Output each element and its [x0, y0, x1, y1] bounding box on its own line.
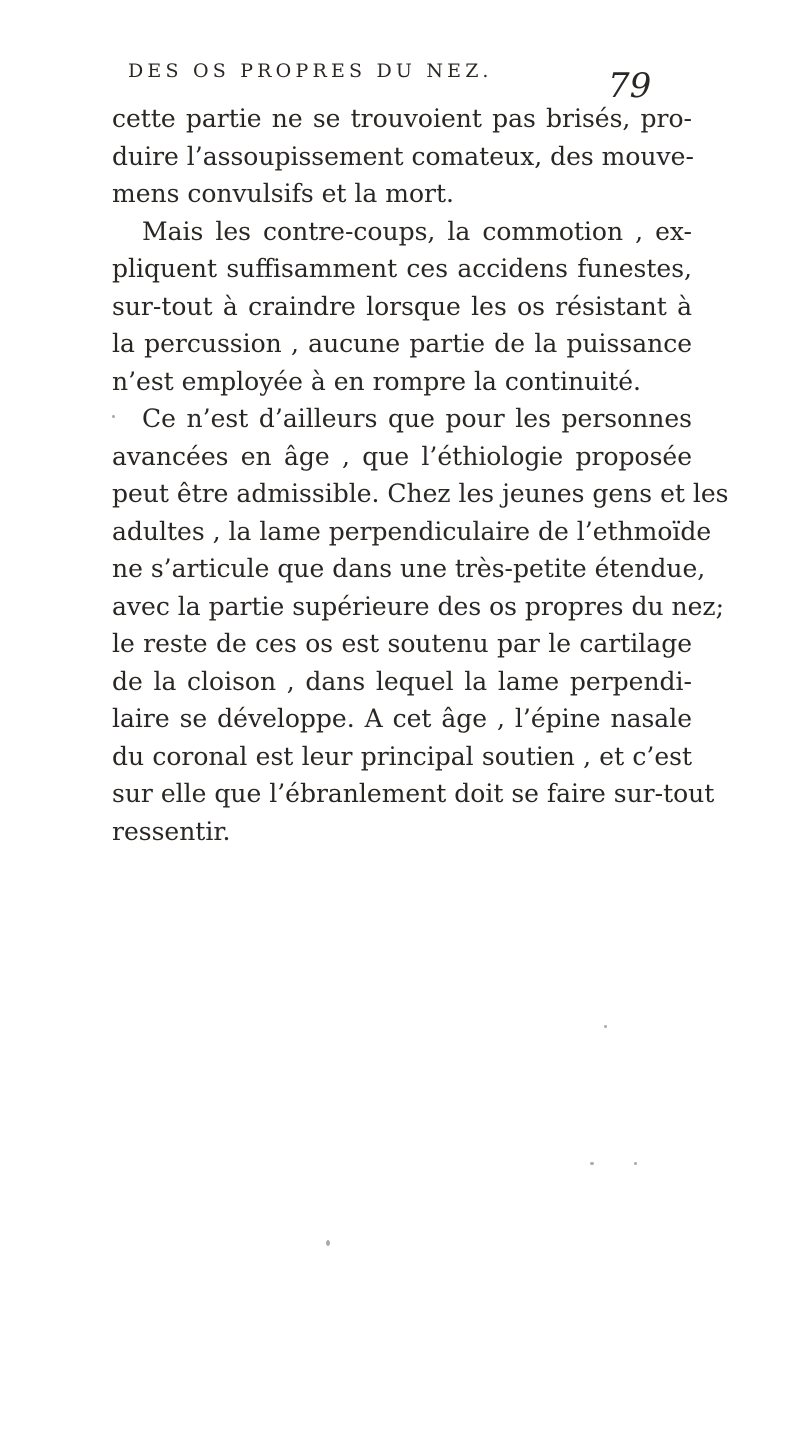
body-text: [112, 100, 729, 850]
text-line: adultes , la lame perpendiculaire de l’ethmoïde: [112, 516, 712, 546]
paper-speck: [634, 1162, 637, 1165]
text-line: sur-tout à craindre lorsque les os résistant à: [112, 291, 692, 321]
paper-speck: [604, 1025, 607, 1028]
text-line: de la cloison , dans lequel la lame perpendi-: [112, 666, 692, 696]
text-line: le reste de ces os est soutenu par le cartilage: [112, 629, 692, 658]
text-line: n’est employée à en rompre la continuité.: [112, 366, 642, 396]
text-line: peut être admissible. Chez les jeunes gens et les: [112, 479, 729, 508]
text-line: ressentir.: [112, 816, 231, 846]
paper-speck: [112, 415, 115, 418]
text-line: mens convulsifs et la mort.: [112, 179, 454, 208]
text-line: pliquent suffisamment ces accidens funestes,: [112, 254, 692, 283]
text-line: avancées en âge , que l’éthiologie proposée: [112, 441, 692, 471]
paper-speck: [590, 1162, 594, 1165]
text-line: sur elle que l’ébranlement doit se faire sur-tout: [112, 779, 715, 808]
text-line: Mais les contre-coups, la commotion , ex-: [142, 216, 692, 246]
text-line: la percussion , aucune partie de la puissance: [112, 329, 692, 358]
text-line: du coronal est leur principal soutien , et c’est: [112, 741, 692, 771]
text-line: ne s’articule que dans une très-petite étendue,: [112, 554, 706, 583]
text-line: Ce n’est d’ailleurs que pour les personnes: [142, 404, 692, 433]
page-number: 79: [608, 66, 652, 106]
text-line: duire l’assoupissement comateux, des mouve-: [112, 141, 694, 171]
paper-speck: [326, 1240, 330, 1246]
running-head: DES OS PROPRES DU NEZ.: [128, 60, 493, 82]
text-line: cette partie ne se trouvoient pas brisés, pro-: [112, 104, 692, 133]
text-line: avec la partie supérieure des os propres du nez;: [112, 591, 724, 621]
text-line: laire se développe. A cet âge , l’épine nasale: [112, 704, 692, 733]
